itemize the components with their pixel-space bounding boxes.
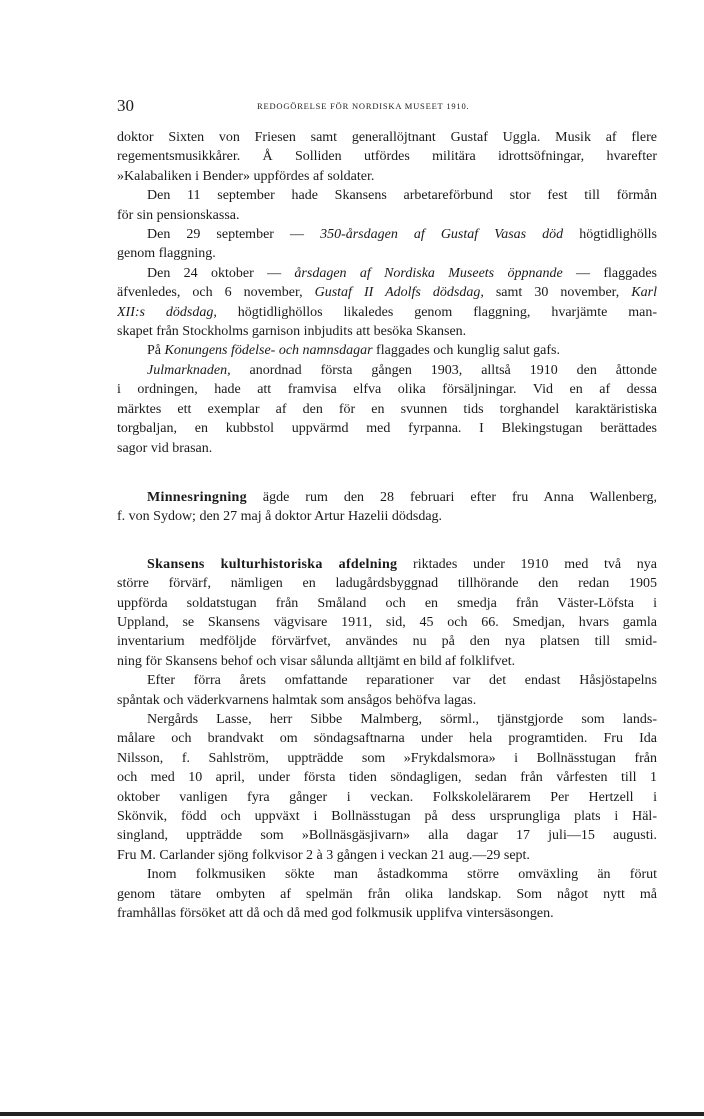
- text-line: spåntak och väderkvarnens halmtak som ansågos behöfva lagas.: [117, 692, 477, 708]
- text-line: märktes ett exemplar af den för en svunnen tids torghandel karaktäristiska: [117, 401, 657, 417]
- body-text: [117, 128, 657, 923]
- text-line: uppförda soldatstugan från Småland och en smedja från Väster-Löfsta i: [117, 595, 657, 611]
- text-line: »Kalabaliken i Bender» uppfördes af soldater.: [117, 168, 375, 184]
- italic-phrase: Konungens födelse- och namnsdagar: [164, 343, 373, 359]
- text-span: flaggades och kunglig salut gafs.: [372, 343, 560, 359]
- paragraph-1: [117, 128, 657, 186]
- paragraph-4: [117, 264, 657, 342]
- text-span: högtidlighölls: [563, 227, 657, 243]
- italic-phrase: Gustaf II Adolfs dödsdag,: [314, 285, 484, 301]
- text-span: riktades under 1910 med två nya: [397, 556, 657, 572]
- text-line: större förvärf, nämligen en ladugårdsbyggnad tillhörande den redan 1905: [117, 576, 657, 592]
- paragraph-5: [117, 341, 657, 360]
- section-gap: [117, 458, 657, 488]
- text-line: [117, 283, 657, 302]
- italic-phrase: årsdagen af Nordiska Museets öppnande: [294, 265, 563, 281]
- text-line: genom flaggning.: [117, 246, 216, 262]
- text-line: doktor Sixten von Friesen samt generallöjtnant Gustaf Uggla. Musik af flere: [117, 130, 657, 145]
- text-line: i ordningen, hade att framvisa elfva olika försäljningar. Vid en af dessa: [117, 382, 657, 398]
- text-line: ning för Skansens behof och visar sålunda alltjämt en bild af folklifvet.: [117, 653, 516, 669]
- text-line: inventarium medföljde förvärfvet, användes nu på den nya platsen till smid-: [117, 634, 657, 650]
- paragraph-7: [117, 488, 657, 527]
- running-head: REDOGÖRELSE FÖR NORDISKA MUSEET 1910.: [257, 101, 470, 111]
- page-header: [117, 96, 657, 116]
- text-span: ägde rum den 28 februari efter fru Anna Wallenberg,: [246, 489, 657, 505]
- text-span: På: [147, 343, 165, 359]
- italic-phrase: XII:s dödsdag,: [117, 304, 217, 320]
- text-line: torgbaljan, en kubbstol uppvärmd med fyrpanna. I Blekingstugan berättades: [117, 421, 657, 437]
- italic-phrase: 350-årsdagen af Gustaf Vasas död: [320, 227, 564, 243]
- text-span: samt 30 november,: [483, 285, 632, 301]
- text-line: [117, 225, 657, 244]
- italic-phrase: Julmarknaden,: [147, 362, 231, 378]
- text-line: Efter förra årets omfattande reparationer var det endast Håsjöstapelns: [147, 673, 657, 689]
- text-line: [117, 303, 657, 322]
- paragraph-11: [117, 865, 657, 923]
- text-line: skapet från Stockholms garnison inbjudits att besöka Skansen.: [117, 324, 467, 340]
- text-line: [117, 555, 657, 574]
- text-line: [117, 361, 657, 380]
- text-line: Den 11 september hade Skansens arbetareförbund stor fest till förmån: [147, 188, 657, 204]
- text-span: — flaggades: [562, 265, 657, 281]
- text-line: singland, uppträdde som »Bollnäsgäsjivarn» alla dagar 17 juli—15 augusti.: [117, 828, 657, 844]
- paragraph-8: [117, 555, 657, 671]
- text-line: och med 10 april, under första tiden söndagligen, sedan från vårfesten till 1: [117, 770, 657, 786]
- text-span: äfvenledes, och 6 november,: [117, 285, 315, 301]
- paragraph-3: [117, 225, 657, 264]
- text-span: Den 29 september —: [147, 227, 321, 243]
- text-line: [117, 488, 657, 507]
- italic-phrase: Karl: [631, 285, 657, 301]
- text-line: för sin pensionskassa.: [117, 207, 240, 223]
- text-span: högtidlighöllos likaledes genom flaggning, hvarjämte man-: [216, 304, 657, 320]
- text-line: målare och brandvakt om söndagsaftnarna under hela programtiden. Fru Ida: [117, 731, 657, 747]
- paragraph-10: [117, 710, 657, 865]
- text-line: Inom folkmusiken sökte man åstadkomma större omväxling än förut: [147, 867, 657, 883]
- text-line: Skönvik, född och uppväxt i Bollnässtugan på dess ursprungliga plats i Häl-: [117, 809, 657, 824]
- bottom-edge-rule: [0, 1112, 704, 1116]
- paragraph-6: [117, 361, 657, 458]
- text-line: Fru M. Carlander sjöng folkvisor 2 à 3 gången i veckan 21 aug.—29 sept.: [117, 847, 530, 863]
- text-line: Nilsson, f. Sahlström, uppträdde som »Frykdalsmora» i Bollnässtugan från: [117, 750, 657, 766]
- text-span: anordnad första gången 1903, alltså 1910 den åttonde: [230, 362, 657, 378]
- text-span: Den 24 oktober —: [147, 265, 295, 281]
- text-line: [117, 341, 657, 360]
- paragraph-9: [117, 671, 657, 710]
- text-line: genom tätare ombyten af spelmän från olika landskap. Som något nytt må: [117, 886, 657, 902]
- text-line: regementsmusikkårer. Å Solliden utfördes militära idrottsöfningar, hvarefter: [117, 149, 657, 165]
- page-number: 30: [117, 96, 134, 115]
- text-line: sagor vid brasan.: [117, 440, 213, 456]
- bold-heading: Skansens kulturhistoriska afdelning: [147, 556, 398, 572]
- bold-heading: Minnesringning: [147, 489, 247, 505]
- paragraph-2: [117, 186, 657, 225]
- text-line: [117, 264, 657, 283]
- section-gap: [117, 527, 657, 555]
- text-line: oktober vanligen fyra gånger i veckan. Folkskolelärarem Per Hertzell i: [117, 789, 657, 805]
- text-line: f. von Sydow; den 27 maj å doktor Artur Hazelii dödsdag.: [117, 509, 443, 525]
- text-line: Uppland, se Skansens vägvisare 1911, sid, 45 och 66. Smedjan, hvars gamla: [117, 614, 657, 630]
- text-line: Nergårds Lasse, herr Sibbe Malmberg, sörml., tjänstgjorde som lands-: [147, 711, 657, 727]
- text-line: framhållas försöket att då och då med god folkmusik upplifva vintersäsongen.: [117, 906, 554, 922]
